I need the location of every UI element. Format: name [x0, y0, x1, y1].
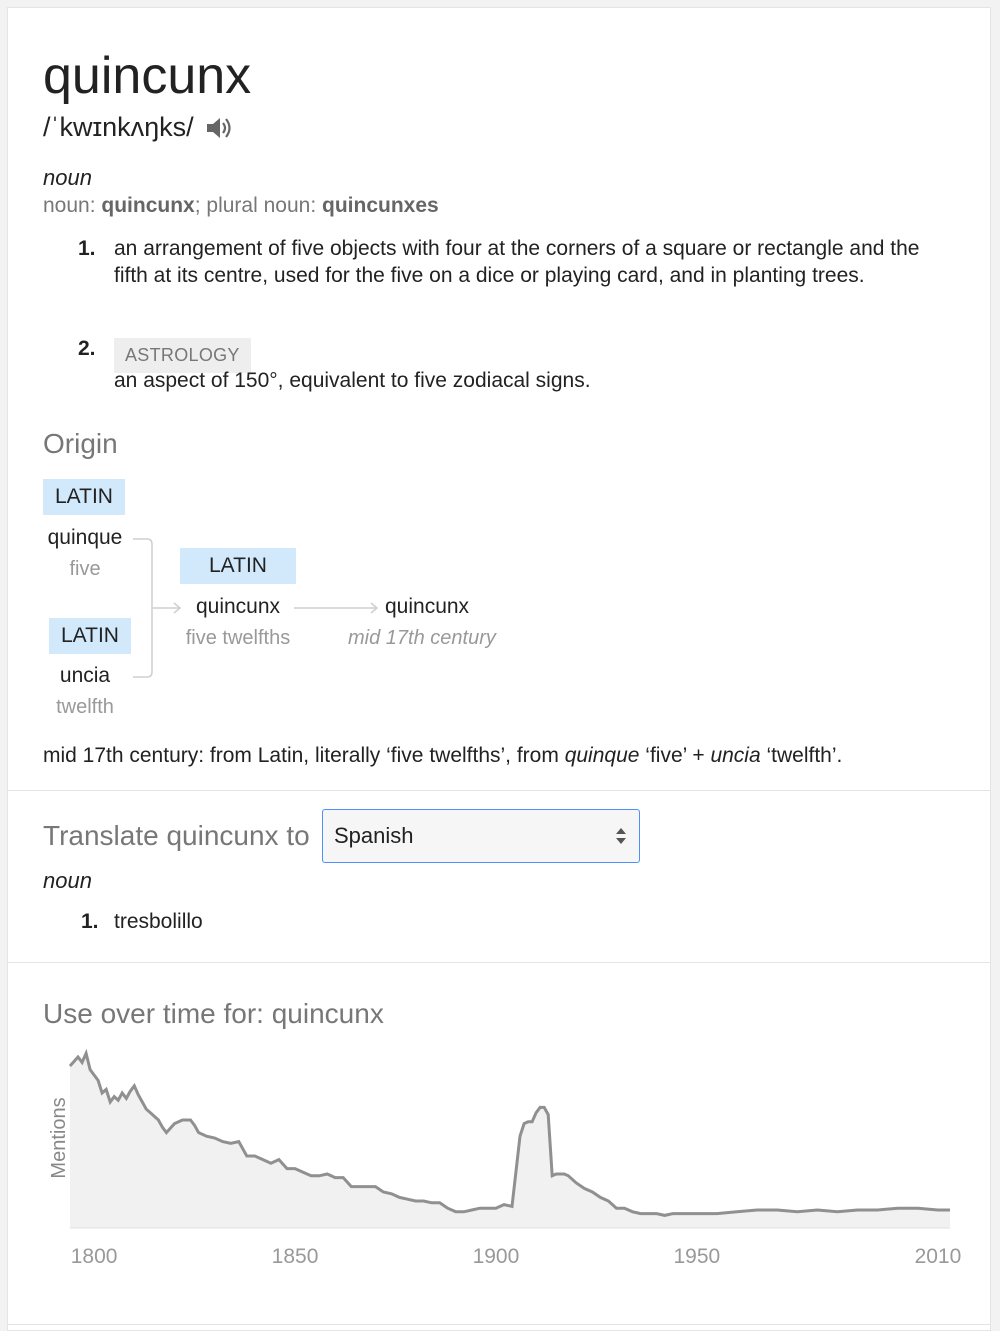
forms-separator: ;	[194, 194, 207, 217]
chart-ylabel: Mentions	[48, 1097, 70, 1179]
definition-number: 2.	[78, 337, 96, 360]
forms-noun-label: noun:	[43, 194, 102, 217]
origin-summary	[43, 744, 842, 768]
definition-card	[7, 7, 991, 1331]
origin-summary-text: ‘five’ +	[639, 744, 711, 767]
pronunciation: /ˈkwɪnkʌŋks/	[43, 112, 194, 142]
origin-summary-text: ‘twelfth’.	[760, 744, 843, 767]
origin-summary-term: quinque	[564, 744, 640, 767]
origin-word: uncia	[59, 664, 111, 687]
chart-xtick-label: 1800	[70, 1245, 118, 1268]
translation-number: 1.	[81, 910, 99, 933]
origin-gloss: five	[69, 558, 101, 580]
language-select[interactable]	[322, 809, 640, 863]
origin-gloss: five twelfths	[185, 627, 291, 649]
subject-label-badge: ASTROLOGY	[114, 338, 251, 373]
definition-text: an aspect of 150°, equivalent to five zodiacal signs.	[114, 369, 591, 392]
chart-xtick-label: 1950	[673, 1245, 721, 1268]
part-of-speech: noun	[43, 165, 92, 190]
select-arrows-icon	[615, 825, 627, 847]
origin-lang-chip: LATIN	[49, 618, 131, 654]
definition-text: an arrangement of five objects with four at the corners of a square or rectangle and the fifth at its centre, used for the five on a dice or playing card, and in planting trees.	[114, 237, 920, 287]
chart-xtick-label: 1850	[271, 1245, 319, 1268]
etymology-connectors	[8, 8, 608, 748]
origin-word: quincunx	[385, 595, 470, 618]
translation-text: tresbolillo	[114, 910, 203, 933]
chart-xtick-label: 1900	[472, 1245, 520, 1268]
forms-noun-value: quincunx	[101, 194, 195, 217]
forms-plural-label: plural noun:	[206, 194, 322, 217]
definition-number: 1.	[78, 237, 96, 260]
section-divider	[8, 790, 990, 791]
section-divider	[8, 1324, 990, 1325]
chart-area	[70, 1053, 950, 1228]
translate-label: Translate quincunx to	[43, 820, 310, 851]
origin-summary-text: mid 17th century: from Latin, literally ‘five twelfths’, from	[43, 744, 565, 767]
origin-lang-chip: LATIN	[43, 479, 125, 515]
usage-chart	[8, 1038, 990, 1278]
origin-heading: Origin	[43, 428, 118, 459]
origin-word: quincunx	[195, 595, 281, 618]
chart-xtick-label: 2010	[914, 1245, 962, 1268]
translation-part-of-speech: noun	[43, 868, 92, 893]
origin-gloss: twelfth	[56, 696, 114, 718]
origin-word: quinque	[47, 526, 123, 549]
origin-gloss: mid 17th century	[348, 627, 496, 649]
usage-heading: Use over time for: quincunx	[43, 998, 384, 1029]
section-divider	[8, 962, 990, 963]
headword: quincunx	[43, 47, 252, 105]
language-select-value: Spanish	[334, 823, 414, 848]
forms-plural-value: quincunxes	[322, 194, 439, 217]
origin-summary-term: uncia	[710, 744, 761, 767]
origin-lang-chip: LATIN	[180, 548, 296, 584]
chart-xticks	[71, 1245, 962, 1268]
